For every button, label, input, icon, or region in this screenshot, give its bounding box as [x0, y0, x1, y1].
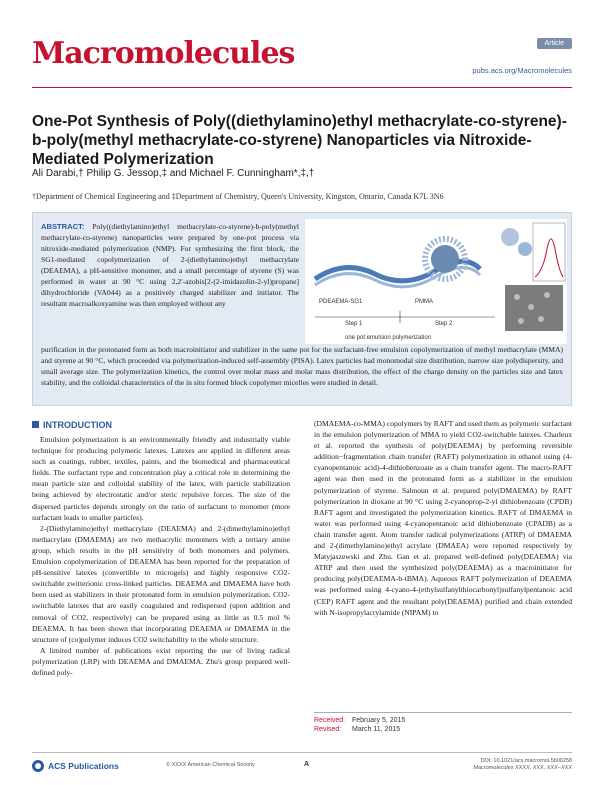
tem-particle [514, 294, 520, 300]
received-label: Received: [314, 717, 346, 724]
revised-date: March 11, 2015 [352, 726, 401, 733]
abstract-label: ABSTRACT: [41, 222, 85, 231]
acs-logo-icon [32, 760, 44, 772]
masthead [32, 34, 572, 78]
toc-step1: Step 1 [345, 321, 363, 327]
nanoparticle-1 [501, 228, 519, 246]
publication-dates [314, 712, 572, 735]
publisher-name: ACS Publications [48, 761, 119, 771]
section-heading-introduction [32, 420, 112, 430]
journal-name: Macromolecules [32, 36, 295, 71]
section-bullet-icon [32, 421, 39, 428]
micelle-core [431, 245, 459, 273]
revised-row [314, 726, 572, 733]
article-type-badge: Article [537, 38, 572, 49]
intro-paragraph-3: A limited number of publications exist reporting the use of living radical polymerization (LRP) with DEAEMA and DMAEMA. Zhu's group prepared well-defined poly- [32, 645, 290, 677]
doi-link[interactable]: DOI: 10.1021/acs.macromol.5b00258 [480, 758, 572, 764]
article-title: One-Pot Synthesis of Poly((diethylamino)ethyl methacrylate-co-styrene)-b-poly(methyl methacrylate-co-styrene) Nanoparticles via Nitroxide-Mediated Polymerization [32, 113, 567, 168]
masthead-divider [32, 87, 572, 88]
acs-publications-logo[interactable] [32, 760, 119, 772]
nanoparticle-2 [518, 242, 532, 256]
intro-paragraph-1: Emulsion polymerization is an environmentally friendly and industrially viable technique for producing polymeric latexes. Latexes are applied in different areas such as coatings, rubber, textiles, paints, and the biomedical and pharmaceutical fields. The surfactant type and concentration play a critical role in determining the mean particle size and colloidal stability of the latex, with particle stabilization being achieved by electrostatic and/or steric repulsive forces. The size of the dispersed particles depends strongly on the ratio of surfactant to monomer (more surfactant leads to smaller particles). [32, 435, 290, 522]
right-column [314, 418, 572, 618]
revised-label: Revised: [314, 726, 342, 733]
toc-label-right: PMMA [415, 299, 433, 305]
toc-step2: Step 2 [435, 321, 453, 327]
tem-particle [518, 318, 524, 324]
section-heading-text: INTRODUCTION [43, 420, 112, 430]
received-date: February 5, 2015 [352, 717, 406, 724]
citation-line: Macromolecules XXXX, XXX, XXX−XXX [473, 765, 572, 771]
toc-caption: one pot emulsion polymerization [345, 335, 432, 341]
abstract-box [32, 212, 572, 406]
affiliation: †Department of Chemical Engineering and ‡Department of Chemistry, Queen's University, Kingston, Ontario, Canada K7L 3N6 [32, 192, 444, 201]
copyright-notice: © XXXX American Chemical Society [166, 762, 255, 768]
dates-divider [314, 712, 572, 713]
abstract-part1: Poly((diethylamino)ethyl methacrylate-co-styrene)-b-poly(methyl methacrylate-co-styrene) nanoparticles were prepared by one-pot process via nitroxide-mediated polymerization (NMP). For synthesizing the first block, the SG1-mediated copolymerization of 2-(diethylamino)ethyl methacrylate (DEAEMA), a pH-sensitive monomer, and a small percentage of styrene (S) was performed in water at 90 °C using 2,2'-azobis[2-(2-imidazolin-2-yl)propane] dihydrochloride (VA044) as a positively charged stabilizer and initiator. The resultant macroalkoxyamine was then employed without any [41, 222, 299, 308]
received-row [314, 717, 572, 724]
toc-graphic [305, 219, 567, 344]
toc-label-left: PDEAEMA-SG1 [319, 299, 363, 305]
author-list: Ali Darabi,† Philip G. Jessop,‡ and Michael F. Cunningham*,‡,† [32, 168, 315, 179]
tem-image [505, 285, 563, 331]
tem-particle [544, 292, 550, 298]
intro-paragraph-right: (DMAEMA-co-MMA) copolymers by RAFT and used them as polymeric surfactant in the emulsion polymerization of MMA to yield CO2-switchable latexes. Charleux et al. reported the synthesis of poly(DEAEMA) by performing reversible addition−fragmentation chain transfer (RAFT) polymerization in ethanol using (4-cyanopentanoic acid)-4-dithiobenzoate as a chain transfer agent. The macro-RAFT agent was then used in the protonated form as a stabilizer in the emulsion polymerization of styrene. Sahnoun et al. prepared poly(DMAEMA) by RAFT polymerization in dioxane at 90 °C using 2-cyanoprop-2-yl dithiobenzoate (CPDB) RAFT agent and investigated the polymerization kinetics. RAFT of DMAEMA in water was performed using 4-cyanopentanoic acid dithiobenzoate (CPADB) as a chain transfer agent. Atom transfer radical polymerizations (ATRP) of DMAEMA and 2-(dimethylamino)ethyl acrylate (DMAEA) were reported respectively by Matyjaszewski and Zhu. Gan et al. prepared well-defined poly(DEAEMA) via ATRP and then used the synthesized poly(DEAEMA) as a macroinitiator for producing poly(DEAEMA-b-tBMA). Aqueous RAFT polymerization of DEAEMA was performed using 4-cyano-4-(ethylsulfanylthiocarbonyl)sulfanylpentanoic acid (CEP) RAFT agent and the resultant poly(DEAEMA) purified and chain extended with N-isopropylacrylamide (NIPAM) to [314, 419, 572, 617]
abstract-text-top [41, 221, 299, 309]
tem-particle [528, 304, 534, 310]
page-number: A [304, 761, 310, 768]
abstract-part2: purification in the protonated form as both macroinitiator and stabilizer in the same pot for the surfactant-free emulsion copolymerization of methyl methacrylate (MMA) and styrene at 90 °C, which proceeded via polymerization-induced self-assembly (PISA). Latex particles had monomodal size distribution, narrow size polydispersity, and small average size. The polymerization kinetics, the control over molar mass and molar mass distribution, the effect of the charge density on the particles size and latex stability, and the colloidal characteristics of the in situ formed block copolymer micelles were studied in detail. [41, 345, 563, 387]
tem-particle [538, 316, 544, 322]
journal-url-link[interactable]: pubs.acs.org/Macromolecules [472, 66, 572, 75]
page-footer [32, 752, 572, 774]
intro-paragraph-2: 2-(Diethylamino)ethyl methacrylate (DEAEMA) and 2-(dimethylamino)ethyl methacrylate (DMAEMA) are two methacrylic monomers with a tertiary amine group, which results in the pH sensitivity of both monomers and polymers. Emulsion copolymerization of DEAEMA has been reported for the preparation of pH-sensitive latexes (convertible to microgels) and highly responsive CO2-switchable zwitterionic cross-linked particles. DEAEMA and DMAEMA have both been used as stabilizers in their protonated form in emulsion polymerization. CO2-switchable latexes that are easily coagulated and redispersed (upon addition and removal of CO2, respectively) can be prepared using as little as 0.5 mol % DEAEMA. It has been shown that incorporating DEAEMA or DMAEMA in the structure of (co)polymer induces CO2 switchability to the whole structure. [32, 523, 290, 644]
left-column [32, 434, 290, 678]
doi-block [473, 758, 572, 772]
